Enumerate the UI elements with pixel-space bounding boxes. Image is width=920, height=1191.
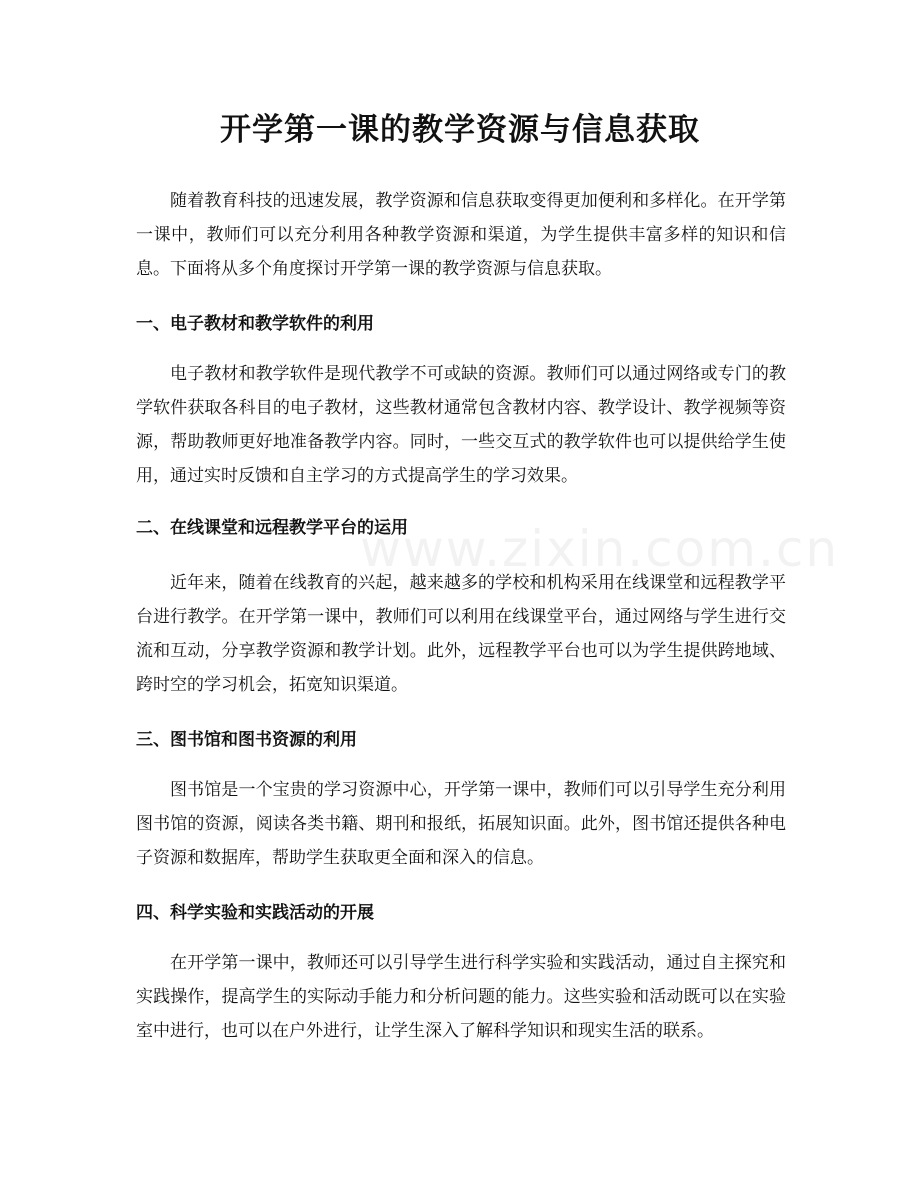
- watermark: www.zixin.com.cn: [360, 520, 840, 578]
- section-heading-1: 一、电子教材和教学软件的利用: [136, 314, 374, 334]
- section-body-3: 图书馆是一个宝贵的学习资源中心，开学第一课中，教师们可以引导学生充分利用图书馆的资源，阅读各类书籍、期刊和报纸，拓展知识面。此外，图书馆还提供各种电子资源和数据库，帮助学生获取更全面和深入的信息。: [136, 780, 786, 868]
- section-body-4: 在开学第一课中，教师还可以引导学生进行科学实验和实践活动，通过自主探究和实践操作，提高学生的实际动手能力和分析问题的能力。这些实验和活动既可以在实验室中进行，也可以在户外进行，让学生深入了解科学知识和现实生活的联系。: [136, 953, 786, 1041]
- section-body-2: 近年来，随着在线教育的兴起，越来越多的学校和机构采用在线课堂和远程教学平台进行教学。在开学第一课中，教师们可以利用在线课堂平台，通过网络与学生进行交流和互动，分享教学资源和教学计划。此外，远程教学平台也可以为学生提供跨地域、跨时空的学习机会，拓宽知识渠道。: [136, 573, 786, 695]
- section-body-1: 电子教材和教学软件是现代教学不可或缺的资源。教师们可以通过网络或专门的教学软件获取各科目的电子教材，这些教材通常包含教材内容、教学设计、教学视频等资源，帮助教师更好地准备教学内容。同时，一些交互式的教学软件也可以提供给学生使用，通过实时反馈和自主学习的方式提高学生的学习效果。: [136, 364, 786, 486]
- document-title: 开学第一课的教学资源与信息获取: [220, 112, 700, 148]
- section-heading-2: 二、在线课堂和远程教学平台的运用: [136, 518, 408, 538]
- section-heading-4: 四、科学实验和实践活动的开展: [136, 903, 374, 923]
- section-heading-3: 三、图书馆和图书资源的利用: [136, 730, 357, 750]
- intro-paragraph: 随着教育科技的迅速发展，教学资源和信息获取变得更加便利和多样化。在开学第一课中，教师们可以充分利用各种教学资源和渠道，为学生提供丰富多样的知识和信息。下面将从多个角度探讨开学第一课的教学资源与信息获取。: [136, 191, 786, 279]
